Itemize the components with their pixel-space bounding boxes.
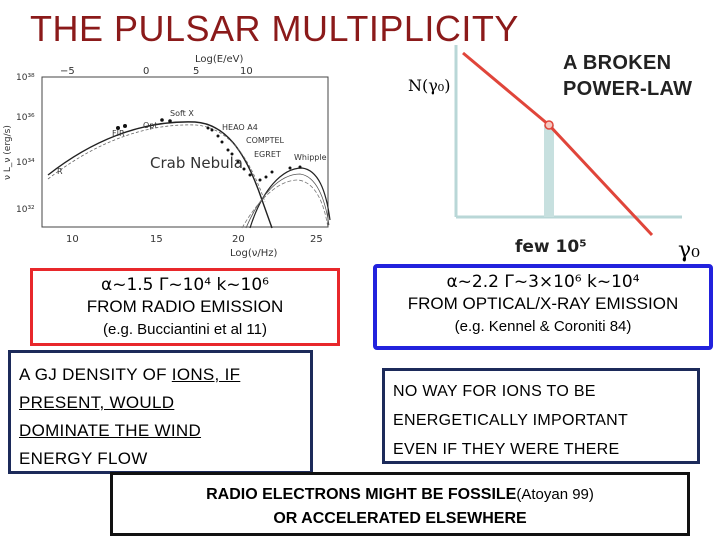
radio-electrons-line1 [113,483,687,507]
radio-citation: (e.g. Bucciantini et al 11) [103,321,267,338]
crab-spectrum-plot [0,50,340,260]
bottom-tick: 10 [66,234,79,245]
ions-line2: PRESENT, WOULD [19,393,175,412]
optical-xray-box [373,264,713,350]
annotation-comptel: COMPTEL [246,136,285,145]
broken-title-line1: A BROKEN [563,52,672,74]
ions-line4: ENERGY FLOW [19,449,148,468]
bottom-axis-label: Log(ν/Hz) [230,248,278,259]
radio-electrons-line2: OR ACCELERATED ELSEWHERE [273,510,527,527]
ic-curve-3 [242,180,328,228]
gamma-axis-label: γ₀ [678,238,700,263]
top-ticks [60,66,253,77]
noway-line3: EVEN IF THEY WERE THERE [393,441,620,458]
ic-curve-2 [246,174,329,228]
broken-power-law-title [563,50,692,102]
radio-electrons-box [110,472,690,536]
noway-line2: ENERGETICALLY IMPORTANT [393,412,629,429]
bottom-tick: 20 [232,234,245,245]
ions-line1-text: A GJ DENSITY OF [19,365,172,384]
optx-source: FROM OPTICAL/X-RAY EMISSION [407,294,679,313]
break-energy-label: few 10⁵ [515,237,587,257]
radio-source: FROM RADIO EMISSION [86,297,284,316]
crab-nebula-label: Crab Nebula [150,154,243,172]
no-way-box [382,368,700,464]
annotation-whipple: Whipple [294,153,327,162]
radio-emission-box [30,268,340,346]
noway-line1: NO WAY FOR IONS TO BE [393,383,596,400]
slide-title: THE PULSAR MULTIPLICITY [30,8,519,49]
low-energy-segment [463,53,549,125]
annotation-opt: Opt [143,121,158,130]
ions-underlined: IONS, IF [171,365,241,384]
y-tick: 10³⁶ [16,113,35,123]
n-gamma-label: N(γ₀) [408,76,451,95]
y-axis-label: ν L_ν (erg/s) [3,125,13,180]
break-point [545,121,553,129]
optx-citation: (e.g. Kennel & Coroniti 84) [454,318,632,335]
annotation-egret: EGRET [254,150,281,159]
top-tick: 0 [143,66,150,77]
ions-line1 [19,361,310,389]
bottom-tick: 15 [150,234,163,245]
radio-electrons-citation: (Atoyan 99) [516,486,594,503]
radio-params: α~1.5 Γ~10⁴ k~10⁶ [101,275,269,295]
ions-line3: DOMINATE THE WIND [19,421,202,440]
bottom-tick: 25 [310,234,323,245]
annotation-heao: HEAO A4 [222,123,258,132]
broken-title-line2: POWER-LAW [563,78,693,100]
bottom-ticks [66,234,323,245]
y-tick: 10³⁸ [16,73,35,83]
annotation-fir: FIR [112,129,125,138]
synchrotron-curve [48,122,272,228]
annotation-soft-x: Soft X [170,109,194,118]
top-tick: 5 [193,66,200,77]
optx-params: α~2.2 Γ~3×10⁶ k~10⁴ [446,272,640,292]
radio-electrons-text: RADIO ELECTRONS MIGHT BE FOSSILE [206,486,517,503]
y-tick: 10³² [16,205,35,215]
ions-density-box [8,350,313,474]
annotation-r: R [57,167,63,176]
top-tick: −5 [60,66,75,77]
top-axis-label: Log(E/eV) [195,54,244,65]
y-ticks [16,73,35,215]
top-tick: 10 [240,66,253,77]
plot-frame [42,77,328,227]
y-tick: 10³⁴ [16,158,35,168]
